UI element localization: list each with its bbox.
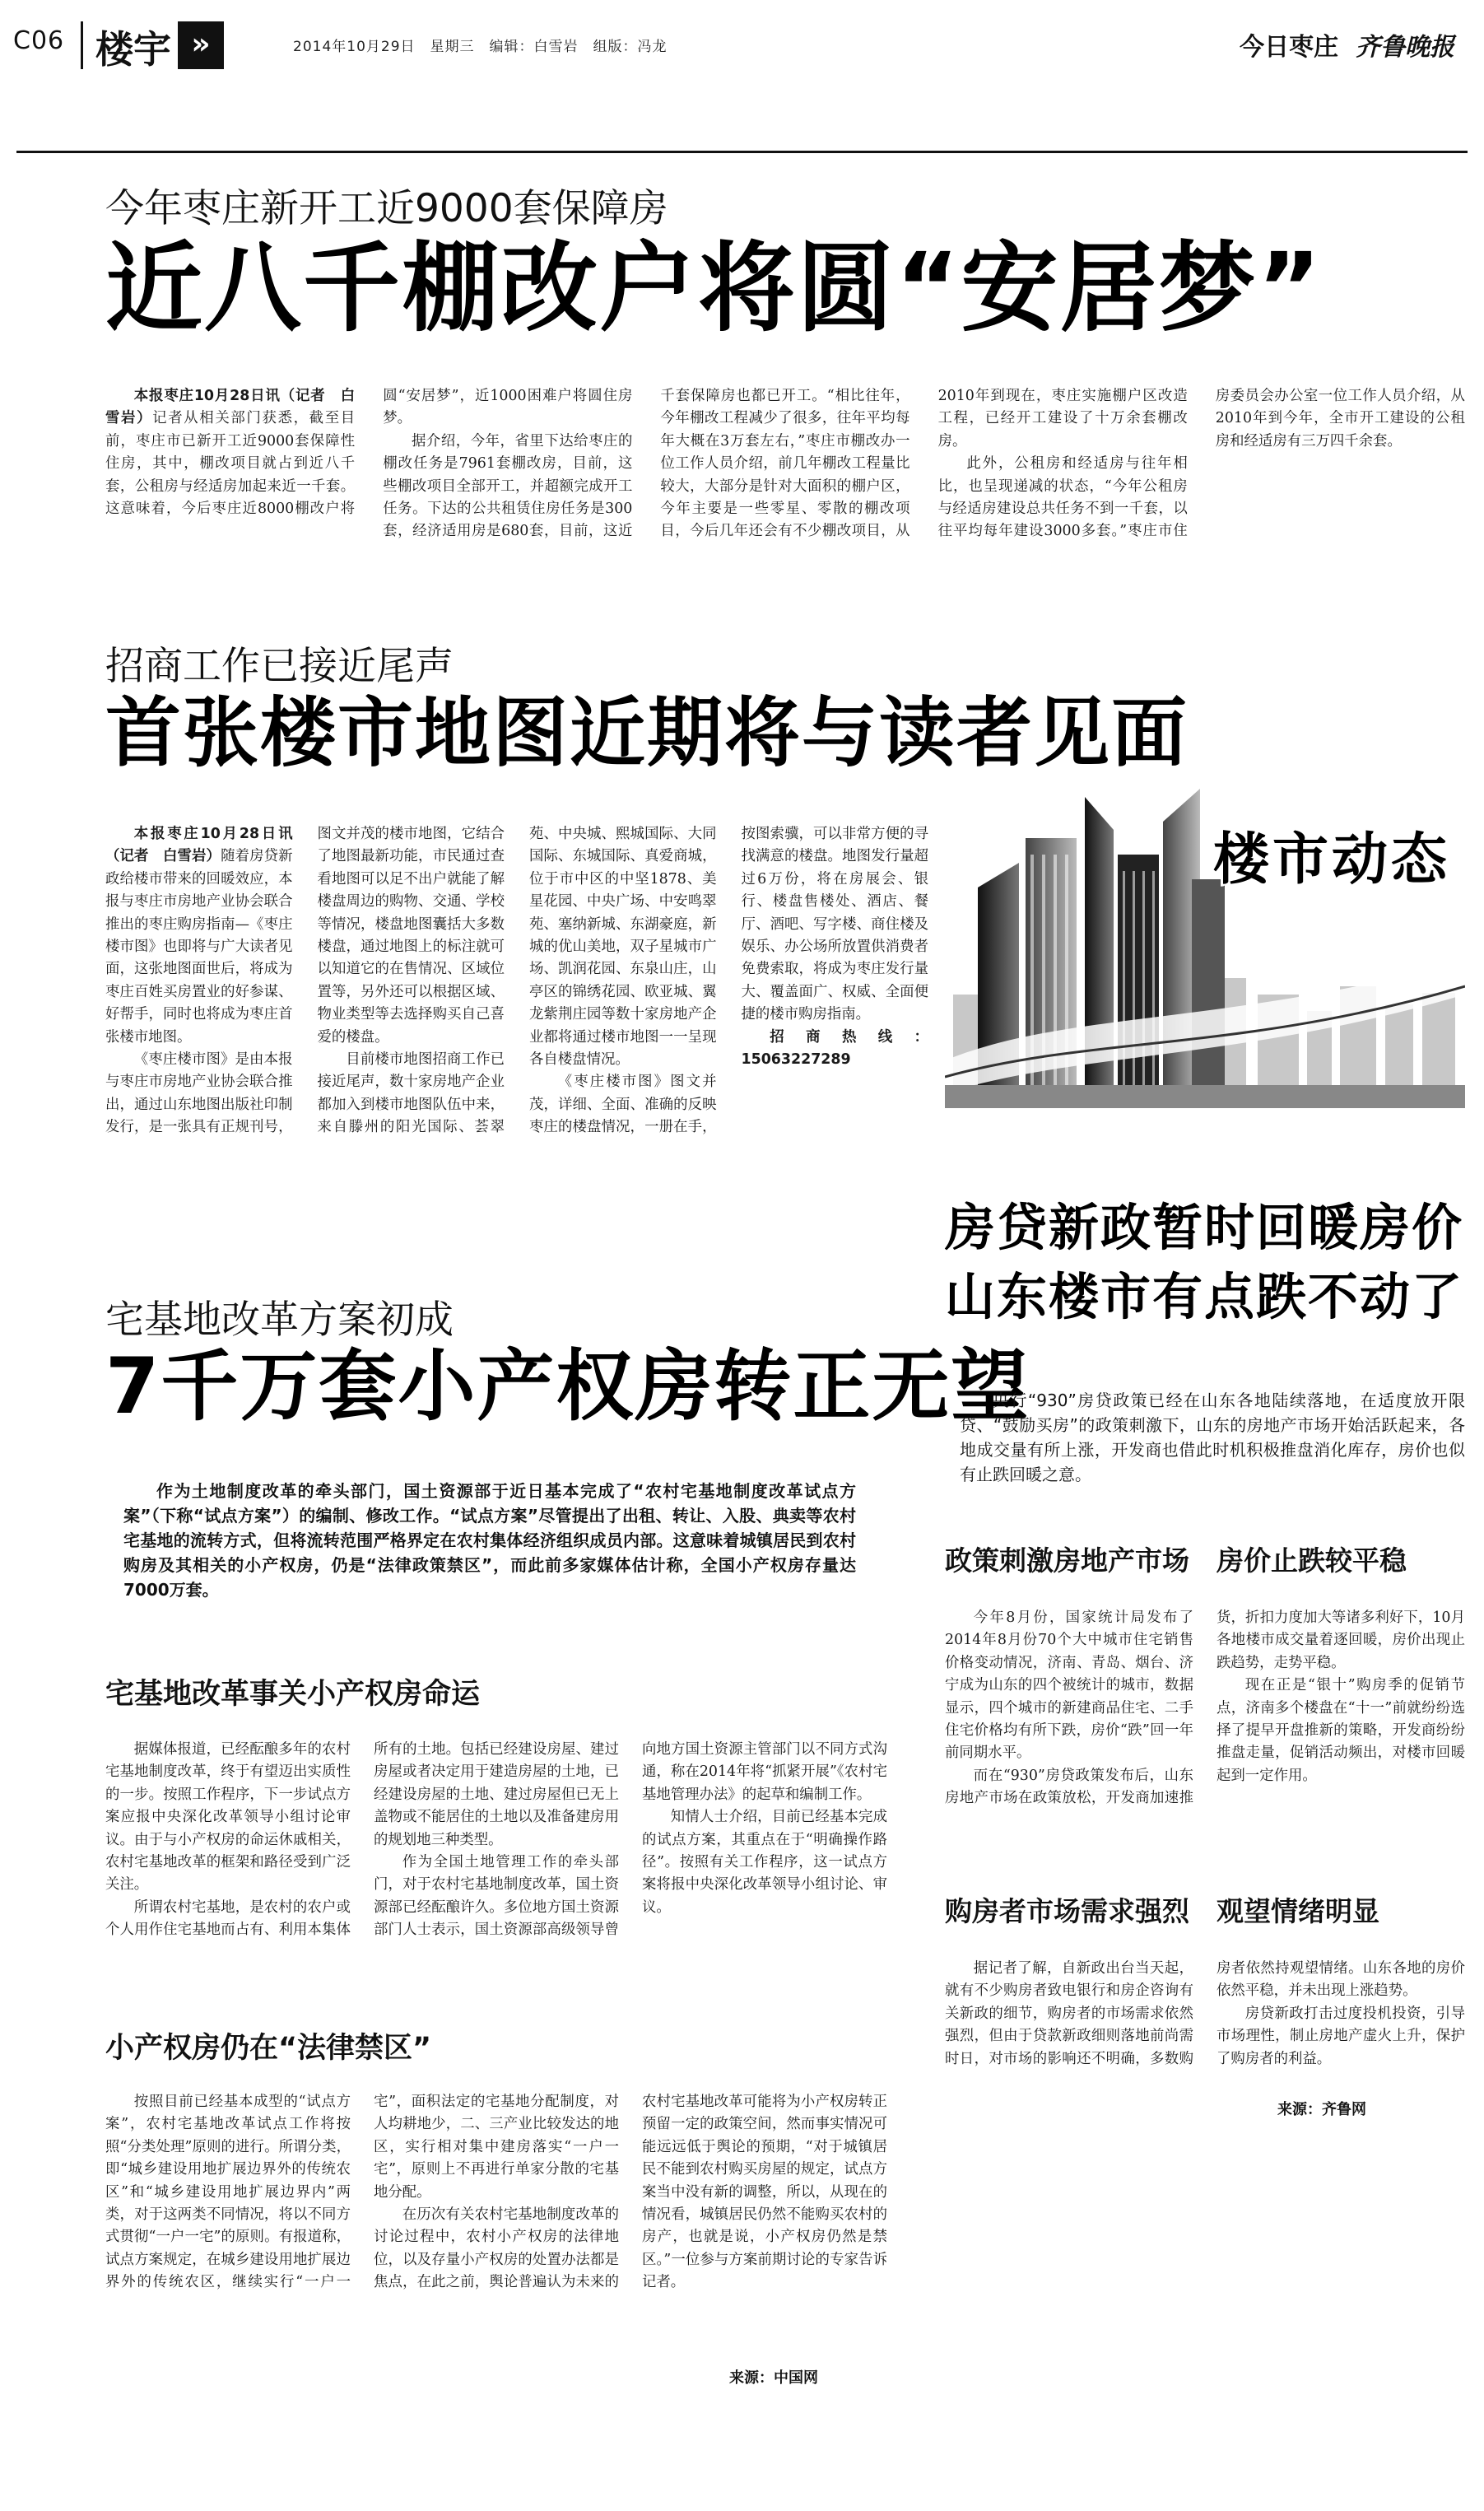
story2-paragraph: 《枣庄楼市图》是由本报与枣庄市房地产业协会联合推出，通过山东地图出版社印制发行，是一张具有正规刊号，图文并茂的楼市地图，它结合了地图最新功能，市民通过查看地图可以足不出户就能了解楼盘周边的购物、交通、学校等情况，楼盘地图囊括大多数楼盘，通过地图上的标注就可以知道它的在售情况、区域位置等，另外还可以根据区域、物业类型等去选择购买自己喜爱的楼盘。 <box>105 826 505 1136</box>
story2-kicker: 招商工作已接近尾声 <box>105 644 454 689</box>
story3-subhead-2: 小产权房仍在“法律禁区” <box>105 2032 432 2065</box>
story2-paragraph: 本报枣庄10月28日讯（记者 白雪岩）随着房贷新政给楼市带来的回暖效应，本报与枣庄市房地产业协会联合推出的枣庄购房指南—《枣庄楼市图》也即将与广大读者见面，这张地图面世后，将成为枣庄百姓买房置业的好参谋、好帮手，同时也将成为枣庄首张楼市地图。 <box>105 826 293 1046</box>
header-rule <box>16 151 1468 153</box>
story1-body <box>105 385 1465 583</box>
story4-headline-line2: 山东楼市有点跌不动了 <box>945 1268 1464 1326</box>
story3-body-2 <box>105 2091 887 2363</box>
story2-paragraph: 目前楼市地图招商工作已接近尾声，数十家房地产企业都加入到楼市地图队伍中来，来自滕州的阳光国际、荟翠苑、中央城、熙城国际、大同国际、东城国际、真爱商城，位于市中区的中坚1878、美星花园、中央广场、中安鸣翠苑、塞纳新城、东湖豪庭，新城的优山美地，双子星城市广场、凯润花园、东泉山庄，山亭区的锦绣花园、欧亚城、翼龙紫荆庄园等数十家房地产企业都将通过楼市地图一一呈现各自楼盘情况。 <box>317 826 717 1136</box>
story2-paragraph: 《枣庄楼市图》图文并茂，详细、全面、准确的反映枣庄的楼盘情况，一册在手，按图索骥，可以非常方便的寻找满意的楼盘。地图发行量超过6万份，将在房展会、银行、楼盘售楼处、酒店、餐厅、酒吧、写字楼、商住楼及娱乐、办公场所放置供消费者免费索取，将成为枣庄发行量大、覆盖面广、权威、全面便捷的楼市购房指南。 <box>529 826 928 1136</box>
story4-body-1 <box>945 1607 1465 1834</box>
story3-paragraph: 在历次有关农村宅基地制度改革的讨论过程中，农村小产权房的法律地位，以及存量小产权房的处置办法都是焦点，在此之前，舆论普遍认为未来的农村宅基地改革可能将为小产权房转正预留一定的政策空间，然而事实情况可能远远低于舆论的预期，“对于城镇居民不能到农村购买房屋的规定，试点方案当中没有新的调整，所以，从现在的情况看，城镇居民仍然不能购买农村的房产，也就是说，小产权房仍然是禁区。”一位参与方案前期讨论的专家告诉记者。 <box>374 2094 887 2291</box>
story3-paragraph: 作为全国土地管理工作的牵头部门，对于农村宅基地制度改革，国土资源部已经酝酿许久。多位地方国土资源部门人士表示，国土资源部高级领导曾向地方国土资源主管部门以不同方式沟通，称在2014年将“抓紧开展”《农村宅基地管理办法》的起草和编制工作。 <box>374 1741 887 1939</box>
story1-headline: 近八千棚改户将圆“安居梦” <box>105 231 1324 345</box>
story3-source: 来源：中国网 <box>729 2369 818 2387</box>
issue-meta: 2014年10月29日 星期三 编辑：白雪岩 组版：冯龙 <box>293 39 668 55</box>
section-name: 楼宇 <box>95 27 171 72</box>
story2-hotline: 招商热线：15063227289 <box>741 1028 928 1069</box>
story2-body <box>105 823 928 1199</box>
city-skyline-illustration <box>945 789 1465 1108</box>
art-title: 楼市动态 <box>1212 827 1450 892</box>
story4-lede: 央行“930”房贷政策已经在山东各地陆续落地，在适度放开限贷、“鼓励买房”的政策刺激下，山东的房地产市场开始活跃起来，各地成交量有所上涨，开发商也借此时机积极推盘消化库存，房价也似有止跌回暖之意。 <box>960 1391 1465 1484</box>
story4-paragraph: 据记者了解，自新政出台当天起，就有不少购房者致电银行和房企咨询有关新政的细节，购房者的市场需求依然强烈，但由于贷款新政细则落地前尚需时日，对市场的影响还不明确，多数购房者依然持观望情绪。山东各地的房价依然平稳，并未出现上涨趋势。 <box>945 1960 1465 2067</box>
story3-lede: 作为土地制度改革的牵头部门，国土资源部于近日基本完成了“农村宅基地制度改革试点方案”（下称“试点方案”）的编制、修改工作。“试点方案”尽管提出了出租、转让、入股、典卖等农村宅基地的流转方式，但将流转范围严格界定在农村集体经济组织成员内部。这意味着城镇居民到农村购房及其相关的小产权房，仍是“法律政策禁区”，而此前多家媒体估计称，全国小产权房存量达7000万套。 <box>123 1481 856 1600</box>
page-header <box>13 16 1471 74</box>
story4-source: 来源：齐鲁网 <box>1277 2101 1366 2118</box>
story2-headline: 首张楼市地图近期将与读者见面 <box>105 689 1189 777</box>
story1-paragraph: 此外，公租房和经适房与往年相比，也呈现递减的状态，“今年公租房与经适房建设总共任务不到一千套，以往平均每年建设3000多套。”枣庄市住房委员会办公室一位工作人员介绍，从2010年到今年，全市开工建设的公租房和经适房有三万四千余套。 <box>937 388 1465 540</box>
story3-paragraph: 知情人士介绍，目前已经基本完成的试点方案，其重点在于“明确操作路径”。按照有关工作程序，这一试点方案将报中央深化改革领导小组讨论、审议。 <box>642 1809 887 1916</box>
story4-paragraph: 现在正是“银十”购房季的促销节点，济南多个楼盘在“十一”前就纷纷选择了提早开盘推新的策略，开发商纷纷推盘走量，促销活动频出，对楼市回暖起到一定作用。 <box>1217 1677 1465 1784</box>
story4-body-2 <box>945 1958 1465 2094</box>
story3-paragraph: 所谓农村宅基地，是农村的农户或个人用作住宅基地而占有、利用本集体所有的土地。包括已经建设房屋、建过房屋或者决定用于建造房屋的土地，已经建设房屋的土地、建过房屋但已无上盖物或不能居住的土地以及准备建房用的规划地三种类型。 <box>105 1741 619 1939</box>
header-divider <box>81 21 83 69</box>
page-number: C06 <box>13 26 65 55</box>
story4-subhead-2: 购房者市场需求强烈 观望情绪明显 <box>945 1895 1379 1927</box>
story4-paragraph: 房贷新政打击过度投机投资，引导市场理性，制止房地产虚火上升，保护了购房者的利益。 <box>1217 2005 1465 2067</box>
newspaper-masthead <box>1240 26 1454 63</box>
story3-paragraph: 按照目前已经基本成型的“试点方案”，农村宅基地改革试点工作将按照“分类处理”原则的进行。所谓分类，即“城乡建设用地扩展边界外的传统农区”和“城乡建设用地扩展边界内”两类，对于这两类不同情况，将以不同方式贯彻“一户一宅”的原则。有报道称，试点方案规定，在城乡建设用地扩展边界外的传统农区，继续实行“一户一宅”，面积法定的宅基地分配制度，对人均耕地少，二、三产业比较发达的地区，实行相对集中建房落实“一户一宅”，原则上不再进行单家分散的宅基地分配。 <box>105 2094 619 2291</box>
story3-paragraph: 据媒体报道，已经酝酿多年的农村宅基地制度改革，终于有望迈出实质性的一步。按照工作程序，下一步试点方案应报中央深化改革领导小组讨论审议。由于与小产权房的命运休戚相关，农村宅基地改革的框架和路径受到广泛关注。 <box>105 1741 351 1894</box>
story1-dateline: 本报枣庄10月28日讯（记者 白雪岩） <box>105 388 356 427</box>
story4-subhead-1: 政策刺激房地产市场 房价止跌较平稳 <box>945 1544 1407 1577</box>
story1-paragraph: 本报枣庄10月28日讯（记者 白雪岩）记者从相关部门获悉，截至目前，枣庄市已新开工近9000套保障性住房，其中，棚改项目就占到近八千套，公租房与经适房加起来近一千套。这意味着，今后枣庄近8000棚改户将圆“安居梦”，近1000困难户将圆住房梦。 <box>105 388 633 518</box>
story3-body-1 <box>105 1739 887 2006</box>
story2-dateline: 本报枣庄10月28日讯（记者 白雪岩） <box>105 826 293 865</box>
story4-paragraph: 今年8月份，国家统计局发布了2014年8月份70个大中城市住宅销售价格变动情况，济南、青岛、烟台、济宁成为山东的四个被统计的城市，数据显示，四个城市的新建商品住宅、二手住宅价格均有所下跌，房价“跌”回一年前同期水平。 <box>945 1610 1193 1762</box>
story4-paragraph: 而在“930”房贷政策发布后，山东房地产市场在政策放松，开发商加速推货，折扣力度加大等诸多利好下，10月各地楼市成交量着逐回暖，房价出现止跌趋势，走势平稳。 <box>945 1610 1465 1807</box>
masthead-edition: 今日枣庄 <box>1240 33 1339 62</box>
story1-paragraph: 据介绍，今年，省里下达给枣庄的棚改任务是7961套棚改房，目前，这些棚改项目全部开工，并超额完成开工任务。下达的公共租赁住房任务是300套，经济适用房是680套，目前，这近千套保障房也都已开工。“相比往年，今年棚改工程减少了很多，往年平均每年大概在3万套左右，”枣庄市棚改办一位工作人员介绍，前几年棚改工程量比较大，大部分是针对大面积的棚户区，今年主要是一些零星、零散的棚改项目，今后几年还会有不少棚改项目，从2010年到现在，枣庄实施棚户区改造工程，已经开工建设了十万余套棚改房。 <box>383 388 1188 540</box>
masthead-brand: 齐鲁晚报 <box>1356 33 1454 62</box>
story3-subhead-1: 宅基地改革事关小产权房命运 <box>105 1678 481 1711</box>
chevron-right-icon: » <box>178 21 224 69</box>
story3-headline: 7千万套小产权房转正无望 <box>105 1342 1030 1432</box>
story1-kicker: 今年枣庄新开工近9000套保障房 <box>105 186 668 231</box>
story4-headline-line1: 房贷新政暂时回暖房价 <box>945 1199 1464 1257</box>
story3-kicker: 宅基地改革方案初成 <box>105 1297 454 1343</box>
